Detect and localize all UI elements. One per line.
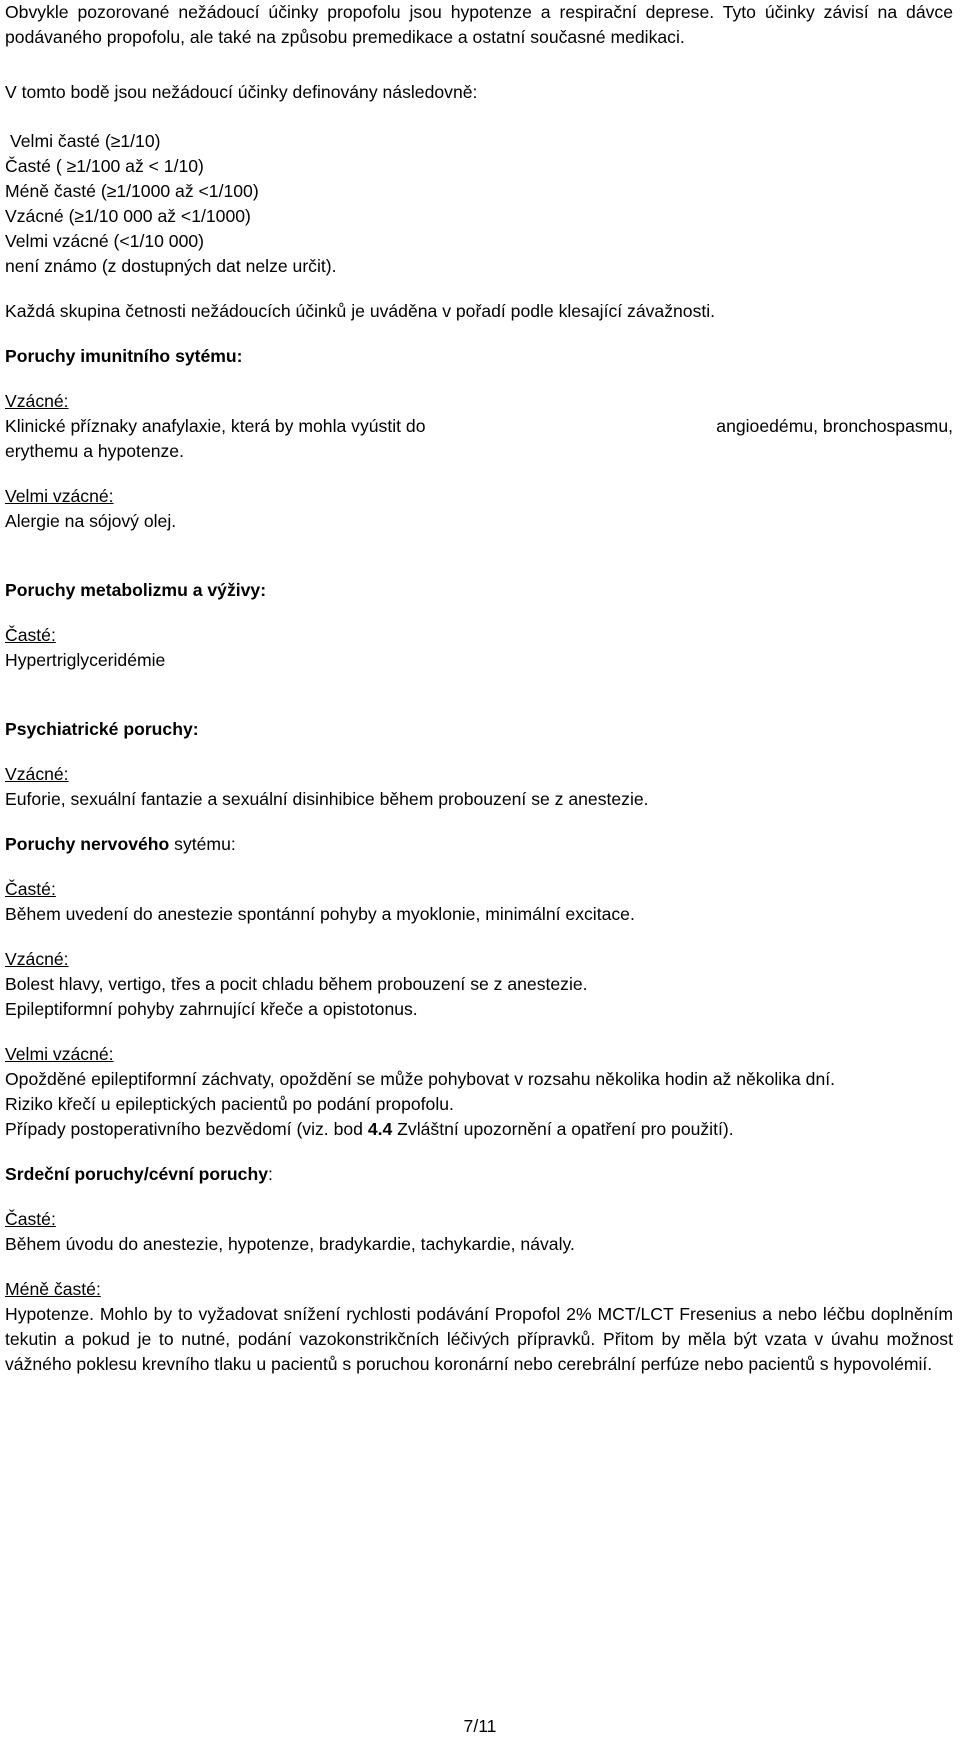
document-page — [5, 0, 953, 1377]
nervous-common-label: Časté: — [5, 879, 56, 899]
immune-rare-text-right: angioedému, bronchospasmu, — [716, 416, 953, 436]
nervous-rare-text-1: Bolest hlavy, vertigo, třes a pocit chladu během probouzení se z anestezie. — [5, 974, 588, 994]
nervous-very-rare-label: Velmi vzácné: — [5, 1044, 114, 1064]
nervous-heading-bold: Poruchy nervového — [5, 834, 170, 854]
nervous-section-ref: 4.4 — [367, 1119, 393, 1139]
immune-rare-text-left: Klinické příznaky anafylaxie, která by mohla vyústit do — [5, 416, 426, 436]
nervous-very-rare-text-3 — [5, 1117, 953, 1142]
metabolism-common-text: Hypertriglyceridémie — [5, 650, 166, 670]
frequency-not-known: není známo (z dostupných dat nelze určit). — [5, 256, 337, 276]
immune-very-rare-label: Velmi vzácné: — [5, 486, 114, 506]
immune-heading: Poruchy imunitního sytému: — [5, 346, 243, 366]
definitions-lead: V tomto bodě jsou nežádoucí účinky definovány následovně: — [5, 82, 478, 102]
psychiatric-rare-text: Euforie, sexuální fantazie a sexuální disinhibice během probouzení se z anestezie. — [5, 789, 649, 809]
cardiac-uncommon-text: Hypotenze. Mohlo by to vyžadovat snížení rychlosti podávání Propofol 2% MCT/LCT Fresenius a nebo léčbu doplněním tekutin a pokud je to nutné, podání vazokonstrikčních léčivých přípravků. Přitom by měla být vzata v úvahu možnost vážného poklesu krevního tlaku u pacientů s poruchou koronární nebo cerebrální perfúze nebo pacientů s hypovolémií. — [5, 1304, 953, 1374]
intro-paragraph: Obvykle pozorované nežádoucí účinky propofolu jsou hypotenze a respirační deprese. Tyto účinky závisí na dávce podávaného propofolu, ale také na způsobu premedikace a ostatní současné medikaci. — [5, 2, 953, 47]
immune-rare-line — [5, 414, 953, 439]
cardiac-heading-rest: : — [268, 1164, 273, 1184]
cardiac-uncommon-label: Méně časté: — [5, 1279, 101, 1299]
frequency-very-common: Velmi časté (≥1/10) — [10, 131, 161, 151]
nervous-common-text: Během uvedení do anestezie spontánní pohyby a myoklonie, minimální excitace. — [5, 904, 635, 924]
nervous-very-rare-text-1: Opožděné epileptiformní záchvaty, opoždění se může pohybovat v rozsahu několika hodin až několika dní. — [5, 1069, 836, 1089]
nervous-heading-rest: sytému: — [169, 834, 236, 854]
frequency-rare: Vzácné (≥1/10 000 až <1/1000) — [5, 206, 251, 226]
nervous-very-rare-text-2: Riziko křečí u epileptických pacientů po podání propofolu. — [5, 1094, 454, 1114]
frequency-uncommon: Méně časté (≥1/1000 až <1/100) — [5, 181, 259, 201]
nervous-very-rare-text-3a: Případy postoperativního bezvědomí (viz. bod — [5, 1119, 368, 1139]
nervous-rare-label: Vzácné: — [5, 949, 69, 969]
frequency-very-rare: Velmi vzácné (<1/10 000) — [5, 231, 205, 251]
cardiac-heading-bold: Srdeční poruchy/cévní poruchy — [5, 1164, 268, 1184]
frequency-common: Časté ( ≥1/100 až < 1/10) — [5, 156, 204, 176]
nervous-rare-text-2: Epileptiformní pohyby zahrnující křeče a opistotonus. — [5, 999, 418, 1019]
psychiatric-heading: Psychiatrické poruchy: — [5, 719, 199, 739]
nervous-heading — [5, 832, 953, 857]
page-number: 7/11 — [463, 1716, 497, 1736]
metabolism-common-label: Časté: — [5, 625, 56, 645]
cardiac-common-label: Časté: — [5, 1209, 56, 1229]
immune-rare-label: Vzácné: — [5, 391, 69, 411]
cardiac-common-text: Během úvodu do anestezie, hypotenze, bradykardie, tachykardie, návaly. — [5, 1234, 575, 1254]
psychiatric-rare-label: Vzácné: — [5, 764, 69, 784]
metabolism-heading: Poruchy metabolizmu a výživy: — [5, 580, 267, 600]
nervous-very-rare-text-3c: Zvláštní upozornění a opatření pro použití). — [392, 1119, 734, 1139]
order-note: Každá skupina četnosti nežádoucích účinků je uváděna v pořadí podle klesající závažnosti. — [5, 301, 716, 321]
immune-very-rare-text: Alergie na sójový olej. — [5, 511, 177, 531]
immune-rare-text-cont: erythemu a hypotenze. — [5, 441, 184, 461]
frequency-list — [5, 129, 953, 279]
cardiac-heading — [5, 1162, 953, 1187]
